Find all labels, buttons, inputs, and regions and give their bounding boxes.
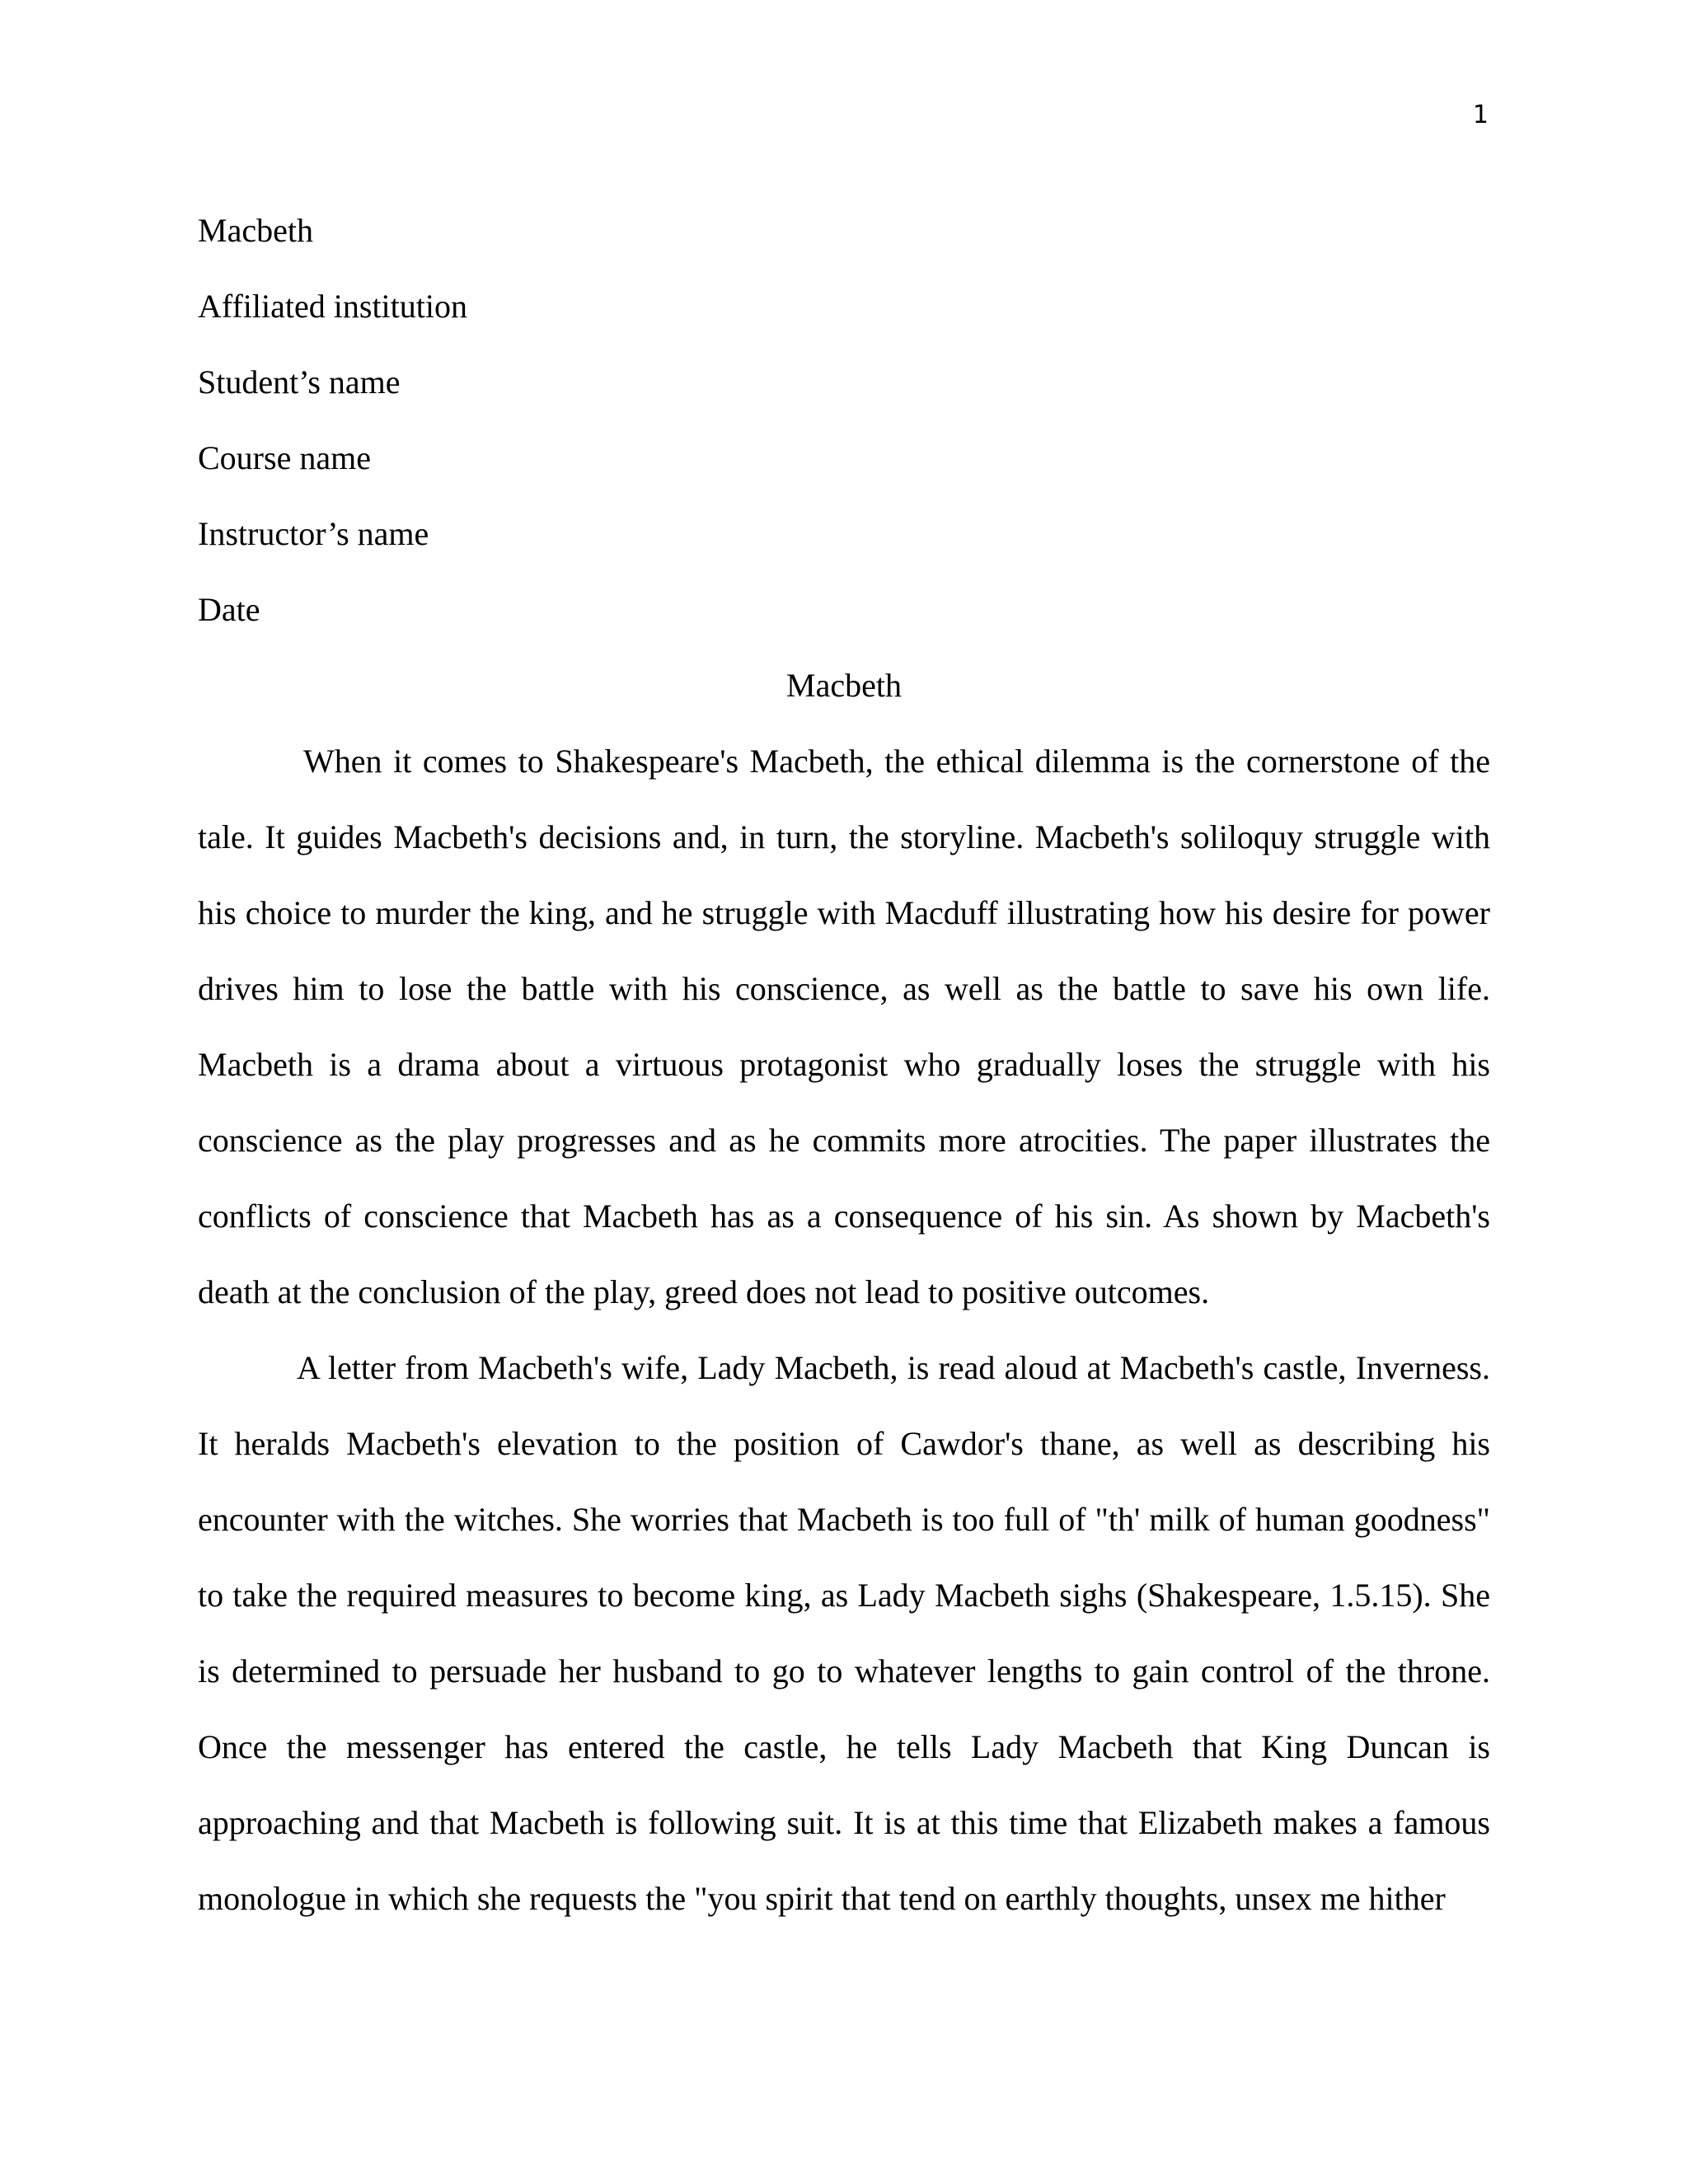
header-institution: Affiliated institution bbox=[198, 288, 468, 325]
body-paragraph-2: A letter from Macbeth's wife, Lady Macbeth, is read aloud at Macbeth's castle, Inverness. It heralds Macbeth's elevation to the position of Cawdor's thane, as well as describing his encounter with the witches. She worries that Macbeth is too full of "th' milk of human goodness" to take the required measures to become king, as Lady Macbeth sighs (Shakespeare, 1.5.15). She is determined to persuade her husband to go to whatever lengths to gain control of the throne. Once the messenger has entered the castle, he tells Lady Macbeth that King Duncan is approaching and that Macbeth is following suit. It is at this time that Elizabeth makes a famous monologue in which she requests the "you spirit that tend on earthly thoughts, unsex me hither bbox=[198, 1349, 1490, 1917]
body-paragraph-1: When it comes to Shakespeare's Macbeth, the ethical dilemma is the cornerstone of the tale. It guides Macbeth's decisions and, in turn, the storyline. Macbeth's soliloquy struggle with his choice to murder the king, and he struggle with Macduff illustrating how his desire for power drives him to lose the battle with his conscience, as well as the battle to save his own life. Macbeth is a drama about a virtuous protagonist who gradually loses the struggle with his conscience as the play progresses and as he commits more atrocities. The paper illustrates the conflicts of conscience that Macbeth has as a consequence of his sin. As shown by Macbeth's death at the conclusion of the play, greed does not lead to positive outcomes. bbox=[198, 743, 1490, 1310]
header-course-name: Course name bbox=[198, 439, 371, 476]
header-paper-title: Macbeth bbox=[198, 212, 313, 249]
essay-title: Macbeth bbox=[786, 667, 902, 704]
page-number: 1 bbox=[1472, 101, 1489, 129]
document-body bbox=[198, 193, 1490, 1937]
header-student-name: Student’s name bbox=[198, 363, 401, 401]
header-instructor-name: Instructor’s name bbox=[198, 515, 429, 552]
header-date: Date bbox=[198, 591, 260, 628]
